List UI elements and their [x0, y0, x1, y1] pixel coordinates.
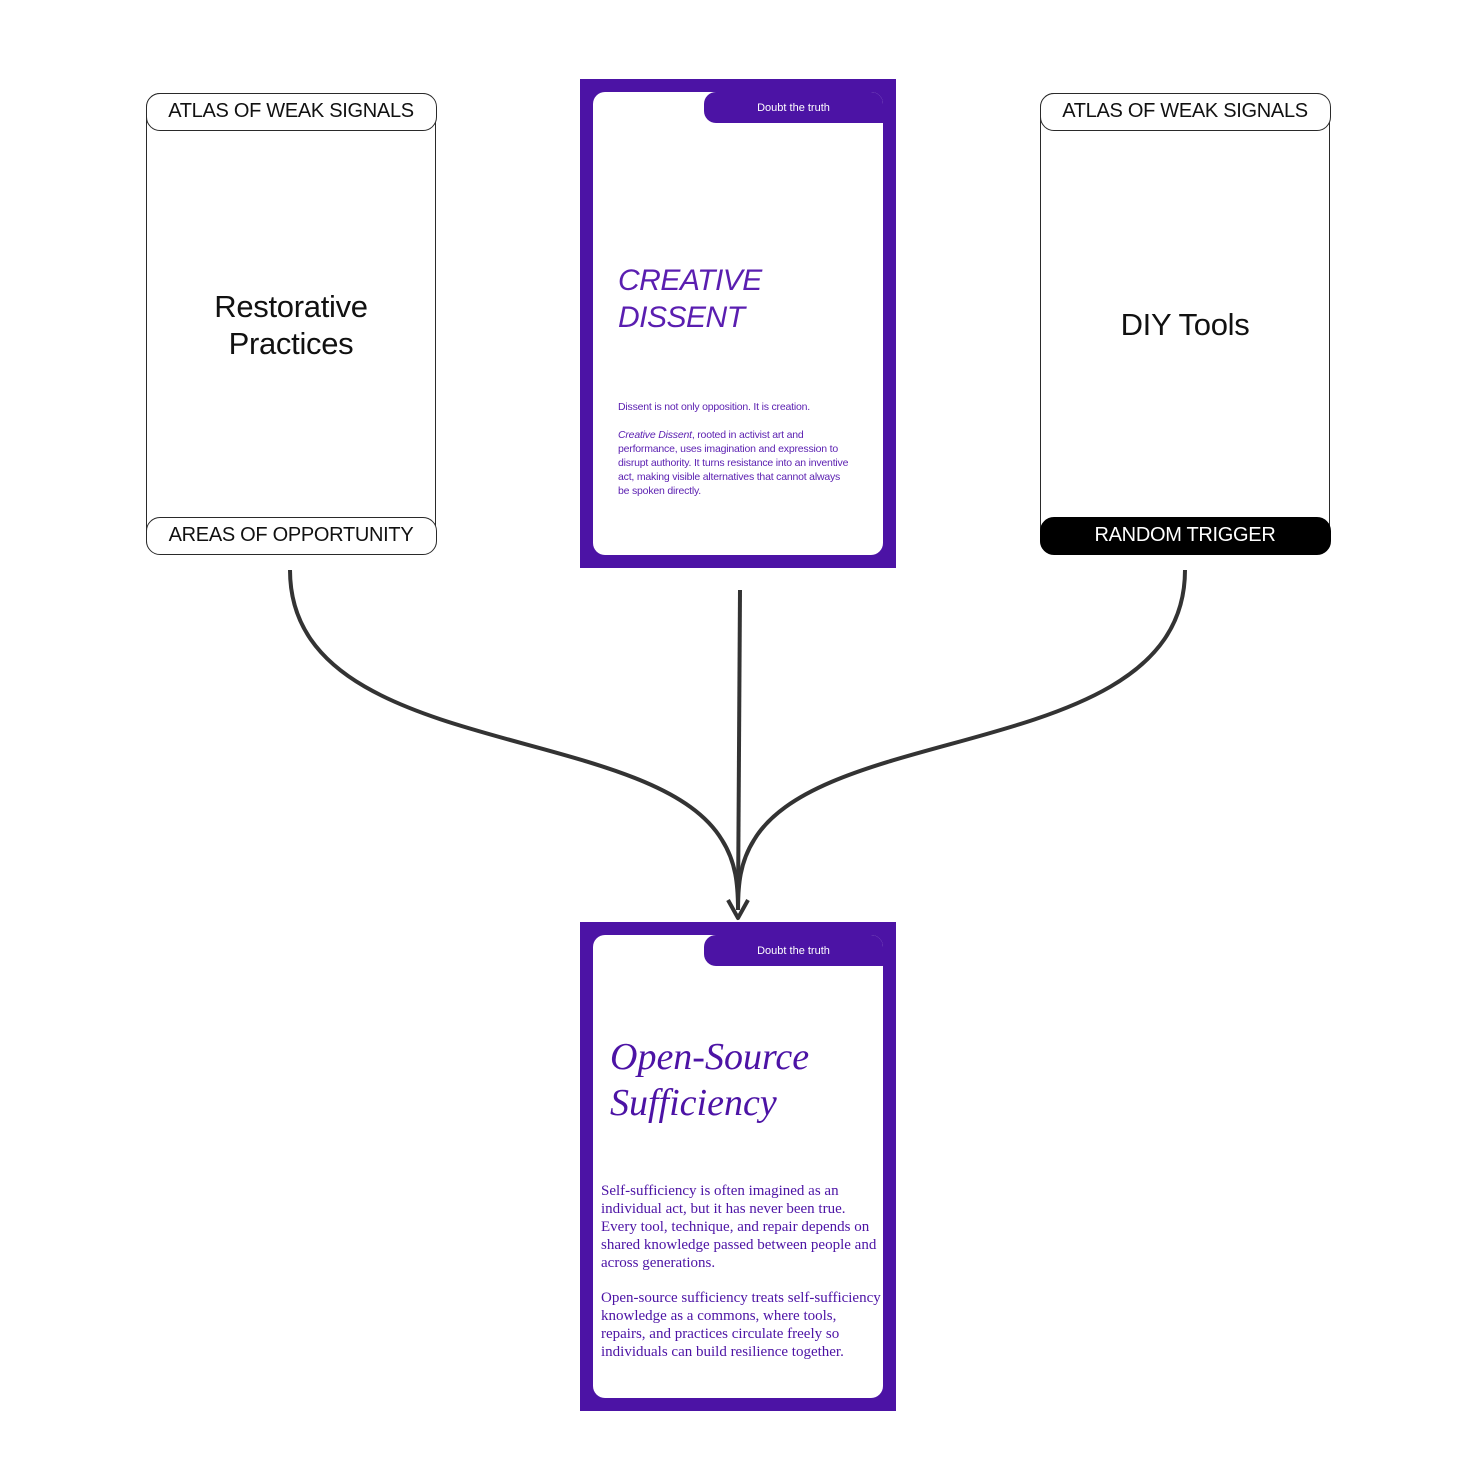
card-title — [618, 262, 762, 336]
arrow-right-to-result — [738, 570, 1185, 910]
card-footer: AREAS OF OPPORTUNITY — [146, 517, 437, 555]
arrow-left-to-result — [290, 570, 738, 910]
card-title — [147, 288, 435, 362]
card-title: DIY Tools — [1120, 307, 1250, 342]
card-body-emphasis: Creative Dissent — [618, 429, 692, 441]
card-open-source-sufficiency — [580, 922, 896, 1411]
card-header: ATLAS OF WEAK SIGNALS — [146, 93, 437, 131]
card-title-line: CREATIVE — [618, 264, 762, 297]
tag-doubt-the-truth: Doubt the truth — [704, 935, 883, 966]
card-paragraph: Self-sufficiency is often imagined as an individual act, but it has never been true. Every tool, technique, and repair depends on shared knowledge passed between people and across generations. — [601, 1183, 877, 1271]
card-body — [618, 428, 850, 498]
card-title-line: Open-Source — [610, 1036, 810, 1078]
arrow-middle-to-result — [738, 590, 740, 910]
card-title-line: DISSENT — [618, 301, 745, 334]
card-title-line: Practices — [228, 326, 354, 361]
card-paragraph: Open-source sufficiency treats self-sufficiency knowledge as a commons, where tools, repairs, and practices circulate freely so individuals can build resilience together. — [601, 1290, 881, 1360]
card-intro: Dissent is not only opposition. It is creation. — [618, 401, 810, 413]
card-title-line: Sufficiency — [610, 1082, 777, 1124]
card-title — [610, 1034, 809, 1126]
card-restorative-practices — [146, 93, 436, 554]
card-footer: RANDOM TRIGGER — [1040, 517, 1331, 555]
card-title-line: Restorative — [214, 289, 368, 324]
card-header: ATLAS OF WEAK SIGNALS — [1040, 93, 1331, 131]
card-body-text: , rooted in activist art and performance, uses imagination and expression to disrupt authority. It turns resistance into an inventive act, making visible alternatives that cannot always be spoken directly. — [618, 429, 849, 497]
card-inner — [593, 92, 883, 555]
card-creative-dissent — [580, 79, 896, 568]
card-inner — [593, 935, 883, 1398]
card-diy-tools — [1040, 93, 1330, 554]
tag-doubt-the-truth: Doubt the truth — [704, 92, 883, 123]
